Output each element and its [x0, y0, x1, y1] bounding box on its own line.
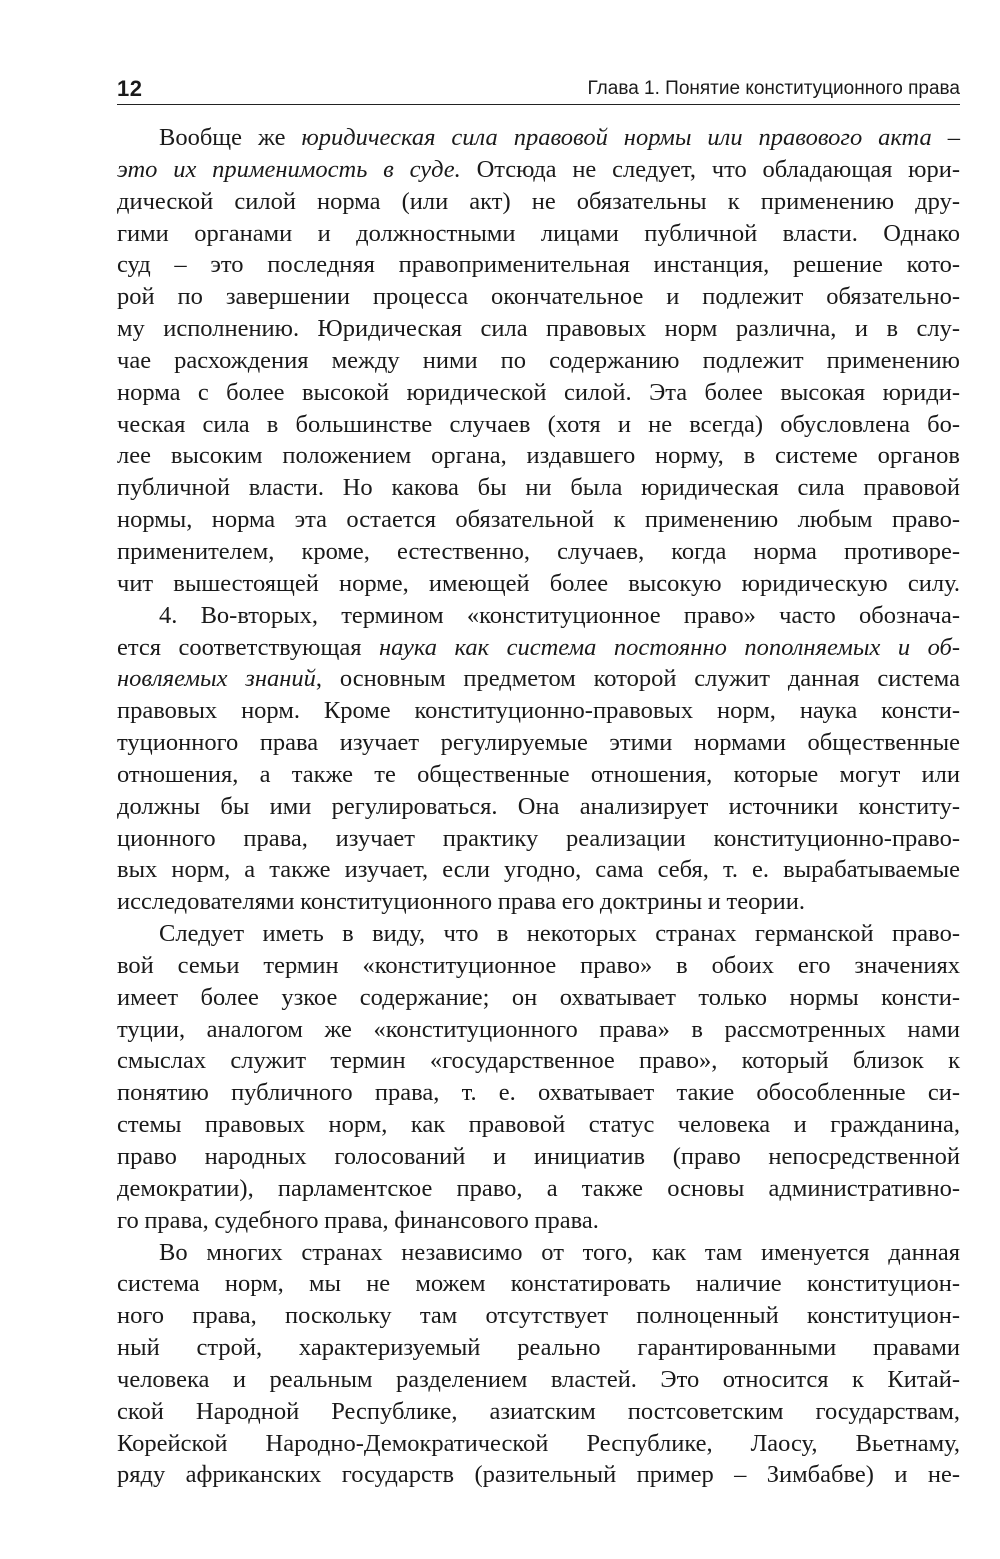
- text-line: [117, 1045, 960, 1077]
- text-run: му исполнению. Юридическая сила правовых норм различна, и в слу-: [117, 315, 960, 343]
- running-head: [117, 74, 960, 105]
- text-line: [117, 186, 960, 218]
- text-line: [117, 154, 960, 186]
- text-run: чит вышестоящей норме, имеющей более высокую юридическую силу.: [117, 569, 960, 597]
- paragraph: [117, 122, 960, 600]
- text-line: [117, 600, 960, 632]
- text-line: [117, 1396, 960, 1428]
- text-line: [117, 886, 960, 918]
- text-run: стемы правовых норм, как правовой статус человека и гражданина,: [117, 1111, 960, 1139]
- text-line: [117, 409, 960, 441]
- text-line: [117, 440, 960, 472]
- text-run: норма с более высокой юридической силой. Эта более высокая юриди-: [117, 378, 960, 406]
- text-run: ческая сила в большинстве случаев (хотя и не всегда) обусловлена бо-: [117, 410, 960, 438]
- text-line: [117, 759, 960, 791]
- text-line: [117, 568, 960, 600]
- text-run: отношения, а также те общественные отношения, которые могут или: [117, 760, 960, 788]
- text-line: [117, 1268, 960, 1300]
- italic-text: новляемых знаний: [117, 665, 316, 693]
- text-run: система норм, мы не можем констатировать наличие конституцион-: [117, 1270, 960, 1298]
- text-run: правовых норм. Кроме конституционно-правовых норм, наука консти-: [117, 697, 960, 725]
- text-run: суд – это последняя правоприменительная инстанция, решение кото-: [117, 251, 960, 279]
- text-run: ряду африканских государств (разительный пример – Зимбабве) и не-: [117, 1461, 960, 1489]
- text-run: лее высоким положением органа, издавшего норму, в системе органов: [117, 442, 960, 470]
- text-line: [117, 1141, 960, 1173]
- text-line: [117, 1014, 960, 1046]
- text-line: [117, 695, 960, 727]
- text-line: [117, 950, 960, 982]
- text-line: [117, 536, 960, 568]
- paragraph: [117, 600, 960, 918]
- text-line: [117, 472, 960, 504]
- text-line: [117, 1459, 960, 1491]
- text-run: ного права, поскольку там отсутствует полноценный конституцион-: [117, 1302, 960, 1330]
- text-line: [117, 663, 960, 695]
- text-run: Вообще же: [159, 124, 302, 151]
- paragraph: [117, 1237, 960, 1492]
- text-run: рой по завершении процесса окончательное и подлежит обязательно-: [117, 283, 960, 311]
- text-line: [117, 122, 960, 154]
- text-run: ный строй, характеризуемый реально гарантированными правами: [117, 1334, 960, 1362]
- text-run: имеет более узкое содержание; он охватывает только нормы консти-: [117, 983, 960, 1011]
- text-run: ется соответствующая: [117, 633, 379, 661]
- text-line: [117, 854, 960, 886]
- text-line: [117, 313, 960, 345]
- text-line: [117, 281, 960, 313]
- text-run: человека и реальным разделением властей. Это относится к Китай-: [117, 1365, 960, 1393]
- text-run: го права, судебного права, финансового права.: [117, 1206, 599, 1234]
- text-line: [117, 918, 960, 950]
- text-line: [117, 1173, 960, 1205]
- text-line: [117, 1237, 960, 1269]
- text-line: [117, 791, 960, 823]
- text-run: туционного права изучает регулируемые этими нормами общественные: [117, 729, 960, 757]
- text-run: ционного права, изучает практику реализации конституционно-право-: [117, 824, 960, 852]
- text-line: [117, 1364, 960, 1396]
- text-run: Отсюда не следует, что обладающая юри-: [460, 155, 960, 183]
- text-run: исследователями конституционного права его доктрины и теории.: [117, 888, 805, 916]
- text-run: нормы, норма эта остается обязательной к применению любым право-: [117, 506, 960, 534]
- text-run: туции, аналогом же «конституционного права» в рассмотренных нами: [117, 1015, 960, 1043]
- italic-text: юридическая сила правовой нормы или правового акта –: [301, 124, 960, 151]
- text-line: [117, 982, 960, 1014]
- text-line: [117, 1109, 960, 1141]
- text-line: [117, 345, 960, 377]
- text-line: [117, 1077, 960, 1109]
- text-run: Во многих странах независимо от того, как там именуется данная: [159, 1238, 960, 1266]
- text-run: публичной власти. Но какова бы ни была юридическая сила правовой: [117, 474, 960, 502]
- text-run: ской Народной Республике, азиатским постсоветским государствам,: [117, 1397, 960, 1425]
- text-line: [117, 823, 960, 855]
- text-line: [117, 249, 960, 281]
- text-line: [117, 504, 960, 536]
- text-run: дической силой норма (или акт) не обязательны к применению дру-: [117, 187, 960, 215]
- text-run: понятию публичного права, т. е. охватывает такие обособленные си-: [117, 1079, 960, 1107]
- text-line: [117, 727, 960, 759]
- body-text: [117, 122, 960, 1491]
- text-run: должны бы ими регулироваться. Она анализирует источники конститу-: [117, 792, 960, 820]
- text-line: [117, 1428, 960, 1460]
- chapter-title: Глава 1. Понятие конституционного права: [587, 78, 960, 99]
- italic-text: это их применимость в суде.: [117, 155, 461, 183]
- text-line: [117, 1205, 960, 1237]
- text-line: [117, 1300, 960, 1332]
- text-run: гими органами и должностными лицами публичной власти. Однако: [117, 219, 960, 247]
- text-run: демократии), парламентское право, а также основы административно-: [117, 1174, 960, 1202]
- text-run: Корейской Народно-Демократической Республике, Лаосу, Вьетнаму,: [117, 1429, 960, 1457]
- text-run: смыслах служит термин «государственное право», который близок к: [117, 1047, 960, 1075]
- text-run: Следует иметь в виду, что в некоторых странах германской право-: [159, 920, 960, 948]
- text-line: [117, 218, 960, 250]
- paragraph: [117, 918, 960, 1236]
- text-run: вой семьи термин «конституционное право» в обоих его значениях: [117, 951, 960, 979]
- text-line: [117, 377, 960, 409]
- text-run: применителем, кроме, естественно, случаев, когда норма противоре-: [117, 537, 960, 565]
- italic-text: наука как система постоянно пополняемых и об-: [378, 633, 960, 661]
- text-line: [117, 1332, 960, 1364]
- text-line: [117, 632, 960, 664]
- text-run: , основным предметом которой служит данная система: [315, 665, 960, 693]
- text-run: 4. Во-вторых, термином «конституционное право» часто обознача-: [159, 601, 960, 629]
- text-run: право народных голосований и инициатив (право непосредственной: [117, 1143, 960, 1170]
- text-run: чае расхождения между ними по содержанию подлежит применению: [117, 346, 960, 374]
- page-number: 12: [117, 76, 143, 101]
- text-run: вых норм, а также изучает, если угодно, сама себя, т. е. вырабатываемые: [117, 856, 960, 884]
